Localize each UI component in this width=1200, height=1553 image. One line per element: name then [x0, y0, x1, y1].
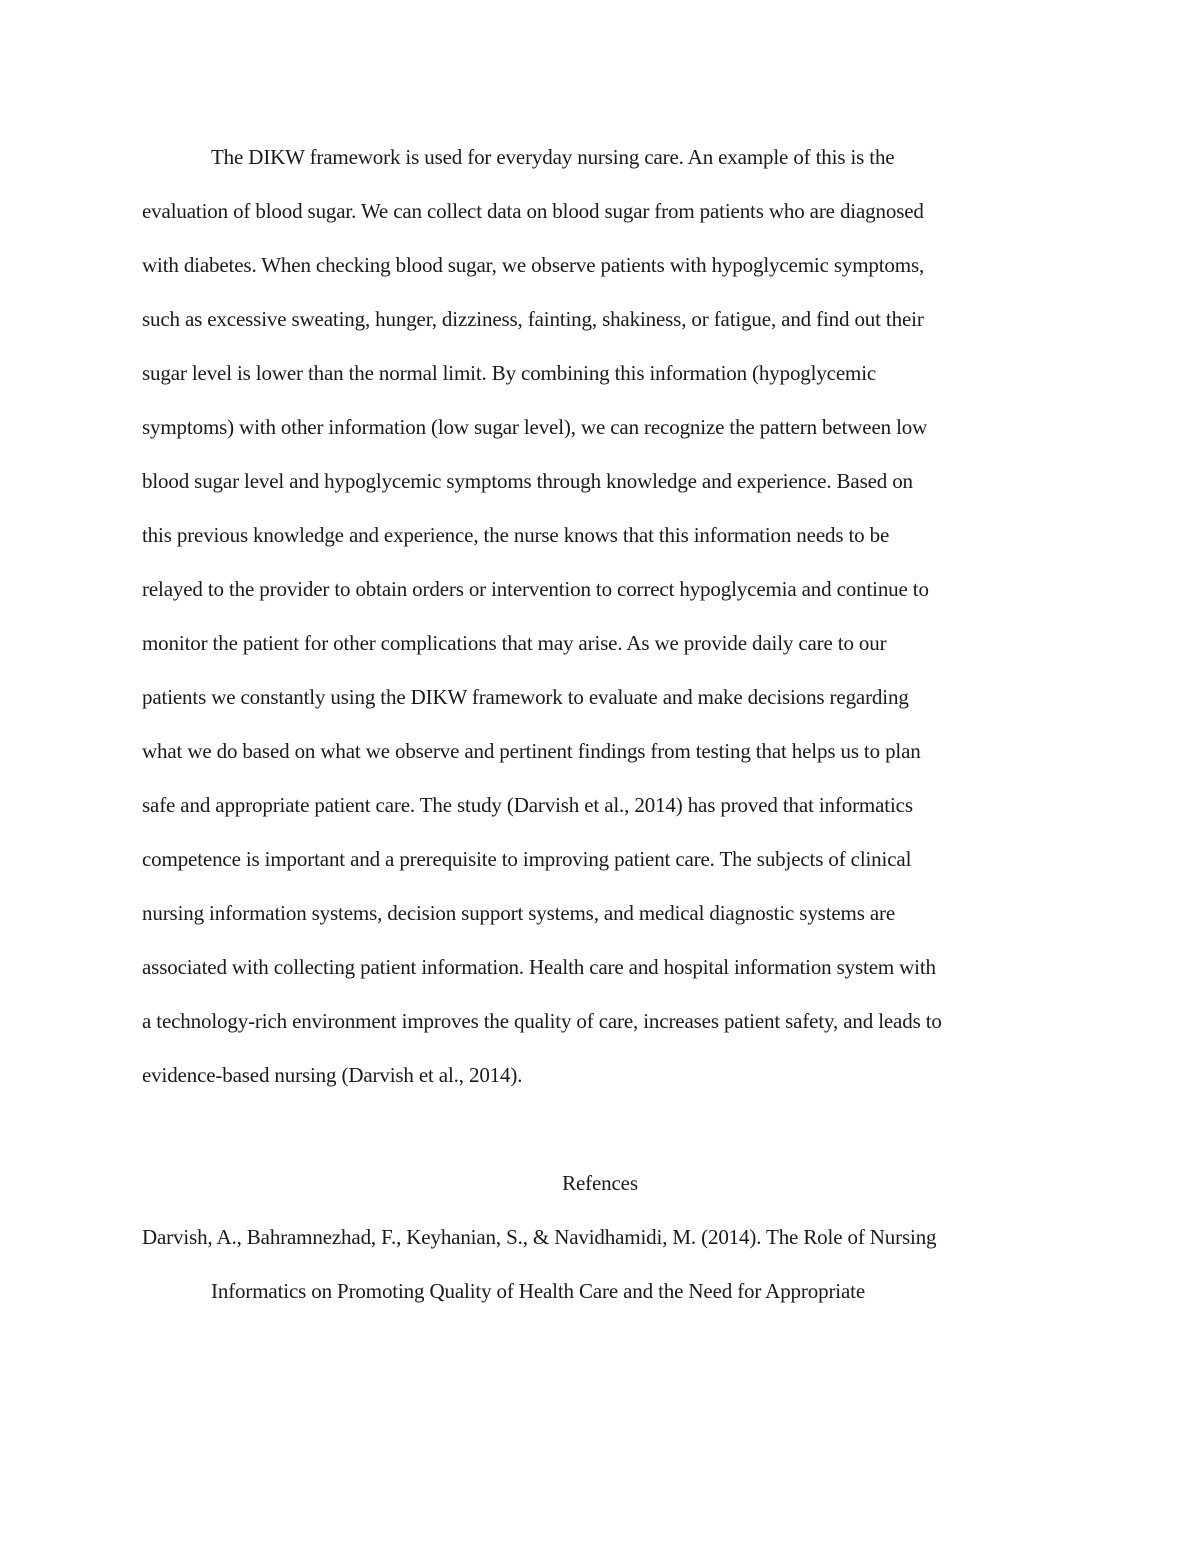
paragraph-line: sugar level is lower than the normal limit. By combining this information (hypoglycemic — [142, 361, 877, 385]
paragraph-line: blood sugar level and hypoglycemic symptoms through knowledge and experience. Based on — [142, 469, 913, 493]
paragraph-line: evaluation of blood sugar. We can collect data on blood sugar from patients who are diagnosed — [142, 199, 924, 223]
paragraph-line: what we do based on what we observe and pertinent findings from testing that helps us to plan — [142, 739, 921, 763]
paragraph-line: monitor the patient for other complications that may arise. As we provide daily care to our — [142, 631, 887, 655]
paragraph-line: nursing information systems, decision support systems, and medical diagnostic systems are — [142, 901, 896, 925]
paragraph-line: this previous knowledge and experience, the nurse knows that this information needs to be — [142, 523, 890, 547]
paragraph-line: relayed to the provider to obtain orders or intervention to correct hypoglycemia and continue to — [142, 577, 929, 601]
paragraph-line: such as excessive sweating, hunger, dizziness, fainting, shakiness, or fatigue, and find out their — [142, 307, 924, 331]
paragraph-line: with diabetes. When checking blood sugar, we observe patients with hypoglycemic symptoms, — [142, 253, 925, 277]
paragraph-line: evidence-based nursing (Darvish et al., 2014). — [142, 1063, 523, 1087]
paragraph-line: patients we constantly using the DIKW framework to evaluate and make decisions regarding — [142, 685, 909, 709]
paragraph-line: The DIKW framework is used for everyday nursing care. An example of this is the — [211, 145, 895, 169]
reference-entry-line: Darvish, A., Bahramnezhad, F., Keyhanian, S., & Navidhamidi, M. (2014). The Role of Nursing — [142, 1225, 937, 1249]
paragraph-line: competence is important and a prerequisite to improving patient care. The subjects of clinical — [142, 847, 912, 871]
paragraph-line: safe and appropriate patient care. The study (Darvish et al., 2014) has proved that informatics — [142, 793, 913, 817]
reference-entry-line: Informatics on Promoting Quality of Health Care and the Need for Appropriate — [211, 1279, 865, 1303]
paragraph-line: associated with collecting patient information. Health care and hospital information system with — [142, 955, 936, 979]
paragraph-line: a technology-rich environment improves the quality of care, increases patient safety, and leads to — [142, 1009, 942, 1033]
references-heading: Refences — [562, 1171, 638, 1195]
paragraph-line: symptoms) with other information (low sugar level), we can recognize the pattern between low — [142, 415, 928, 439]
